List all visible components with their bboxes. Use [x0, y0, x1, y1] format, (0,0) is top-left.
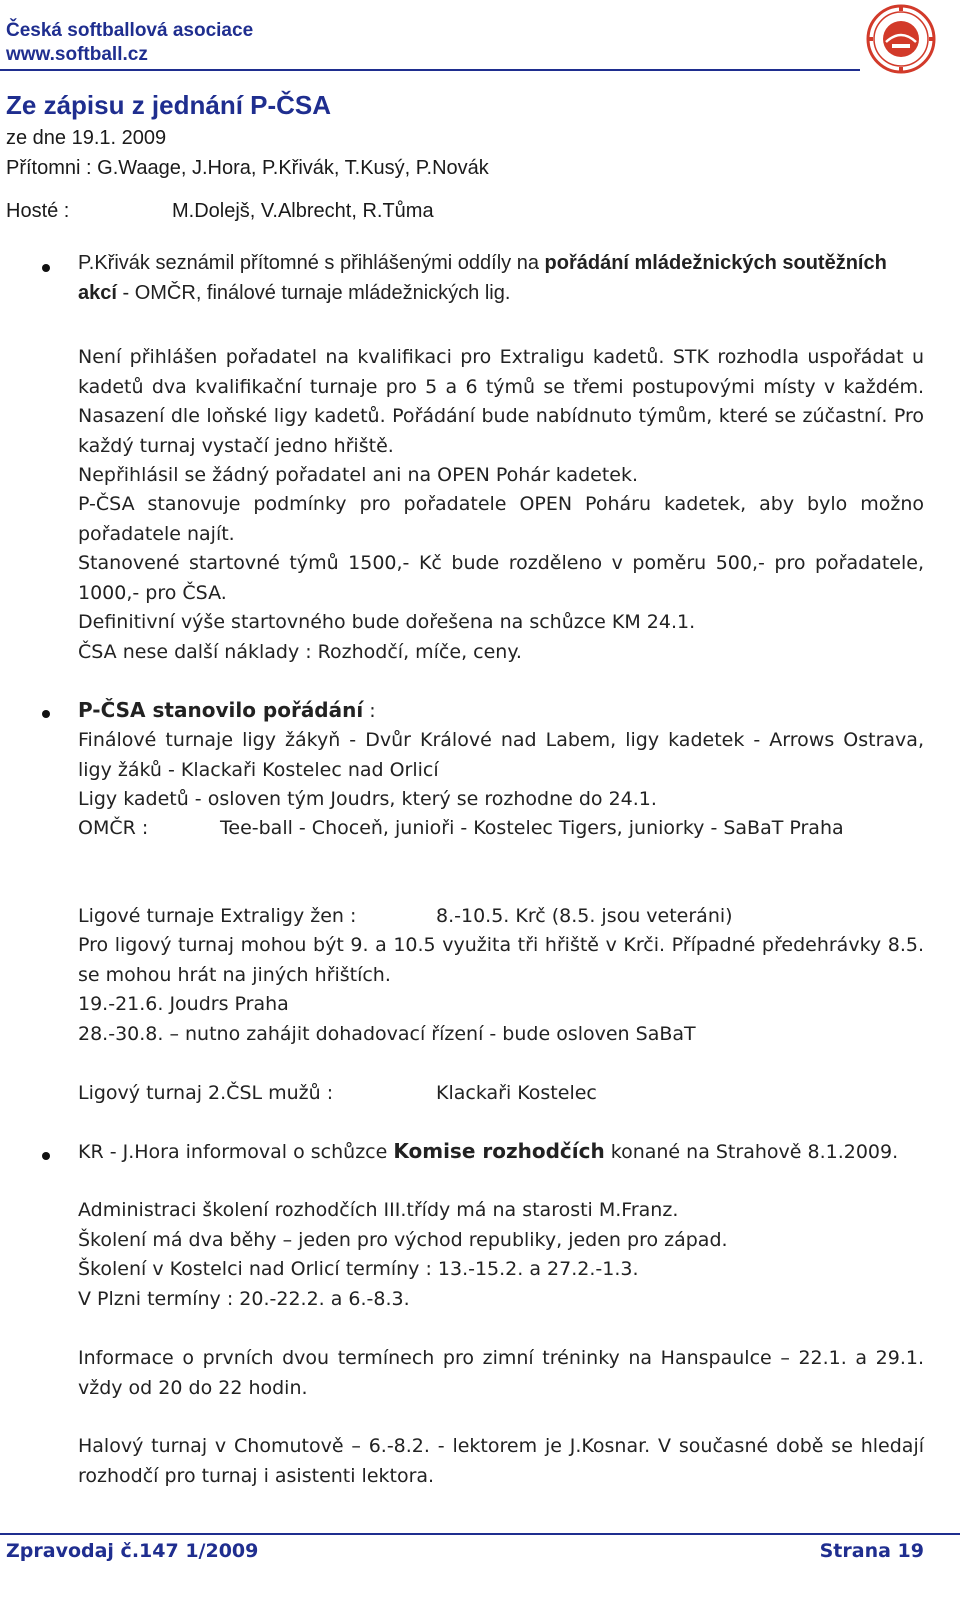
section-1-paragraph: Nepřihlásil se žádný pořadatel ani na OPEN Pohár kadetek. [78, 464, 639, 486]
section-1-lead-bold: pořádání mládežnických soutěžních akcí [78, 252, 887, 304]
section-1-lead-a: P.Křivák seznámil přítomné s přihlášenými oddíly na [78, 252, 545, 274]
csa-logo-icon [866, 4, 936, 74]
footer-divider [0, 1533, 960, 1535]
section-3-lead-bold: Komise rozhodčích [393, 1139, 605, 1163]
page-title: Ze zápisu z jednání P-ČSA [6, 90, 332, 120]
men-league-text: Klackaři Kostelec [436, 1082, 597, 1104]
bullet-dot-icon [42, 1152, 50, 1160]
section-3-paragraph: Informace o prvních dvou termínech pro zimní tréninky na Hanspaulce – 22.1. a 29.1. vždy od 20 do 22 hodin. [78, 1347, 924, 1399]
section-3-paragraph: Školení má dva běhy – jeden pro východ republiky, jeden pro západ. [78, 1229, 728, 1251]
section-2-paragraph: Pro ligový turnaj mohou být 9. a 10.5 využita tři hřiště v Krči. Případné předehrávky 8.5. se mohou hrát na jiných hřištích. [78, 934, 924, 986]
section-2-paragraph: 28.-30.8. – nutno zahájit dohadovací řízení - bude osloven SaBaT [78, 1023, 696, 1045]
section-1-lead-c: - OMČR, finálové turnaje mládežnických lig. [116, 281, 511, 304]
omcr-label: OMČR : [78, 817, 149, 839]
section-2-heading-bold: P-ČSA stanovilo pořádání [78, 698, 364, 722]
extraliga-label: Ligové turnaje Extraligy žen : [78, 905, 357, 927]
section-3-lead-c: konané na Strahově 8.1.2009. [604, 1141, 899, 1163]
section-2-heading [78, 696, 924, 727]
org-name: Česká softballová asociace [6, 20, 254, 41]
omcr-row [78, 814, 924, 844]
extraliga-text: 8.-10.5. Krč (8.5. jsou veteráni) [436, 905, 733, 927]
section-3-lead-a: KR - J.Hora informoval o schůzce [78, 1141, 394, 1163]
section-3-paragraph: Administraci školení rozhodčích III.třídy má na starosti M.Franz. [78, 1199, 679, 1221]
section-1-paragraph: Definitivní výše startovného bude dořešena na schůzce KM 24.1. [78, 611, 696, 633]
men-league-label: Ligový turnaj 2.ČSL mužů : [78, 1082, 334, 1104]
website-link[interactable]: www.softball.cz [6, 44, 148, 65]
guests-names: M.Dolejš, V.Albrecht, R.Tůma [172, 200, 434, 222]
issue-label: Zpravodaj č.147 1/2009 [6, 1540, 259, 1562]
section-1-paragraph: ČSA nese další náklady : Rozhodčí, míče, ceny. [78, 641, 522, 663]
section-2-paragraph: Ligy kadetů - osloven tým Joudrs, který se rozhodne do 24.1. [78, 788, 657, 810]
section-1-paragraph: Není přihlášen pořadatel na kvalifikaci pro Extraligu kadetů. STK rozhodla uspořádat u kadetů dva kvalifikační turnaje pro 5 a 6 týmů se třemi postupovými místy v každém. Nasazení dle loňské ligy kadetů. Pořádání bude nabídnuto týmům, které se zúčastní. Pro každý turnaj vystačí jedno hřiště. [78, 346, 924, 457]
attendees: Přítomni : G.Waage, J.Hora, P.Křivák, T.Kusý, P.Novák [6, 157, 489, 179]
section-2-paragraph: Finálové turnaje ligy žákyň - Dvůr Králové nad Labem, ligy kadetek - Arrows Ostrava, ligy žáků - Klackaři Kostelec nad Orlicí [78, 729, 924, 781]
section-3-paragraph: Školení v Kostelci nad Orlicí termíny : 13.-15.2. a 27.2.-1.3. [78, 1258, 639, 1280]
section-1-paragraph: P-ČSA stanovuje podmínky pro pořadatele OPEN Poháru kadetek, aby bylo možno pořadatele najít. [78, 493, 924, 545]
section-3-lead [78, 1137, 924, 1168]
header-divider [0, 69, 860, 71]
extraliga-row [78, 902, 924, 932]
omcr-text: Tee-ball - Choceň, junioři - Kostelec Tigers, juniorky - SaBaT Praha [220, 817, 844, 839]
section-2-heading-colon: : [363, 700, 376, 722]
guests-label: Hosté : [6, 200, 70, 222]
guests [6, 200, 434, 223]
section-2-paragraph: 19.-21.6. Joudrs Praha [78, 993, 289, 1015]
men-league-row [78, 1079, 924, 1109]
section-3-paragraph: Halový turnaj v Chomutově – 6.-8.2. - lektorem je J.Kosnar. V současné době se hledají rozhodčí pro turnaj i asistenti lektora. [78, 1435, 924, 1487]
bullet-dot-icon [42, 710, 50, 718]
meeting-date: ze dne 19.1. 2009 [6, 127, 167, 149]
page-number: Strana 19 [819, 1540, 924, 1562]
bullet-dot-icon [42, 264, 50, 272]
section-1-lead [78, 249, 898, 308]
section-3-paragraph: V Plzni termíny : 20.-22.2. a 6.-8.3. [78, 1288, 410, 1310]
section-1-paragraph: Stanovené startovné týmů 1500,- Kč bude rozděleno v poměru 500,- pro pořadatele, 1000,- pro ČSA. [78, 552, 924, 604]
